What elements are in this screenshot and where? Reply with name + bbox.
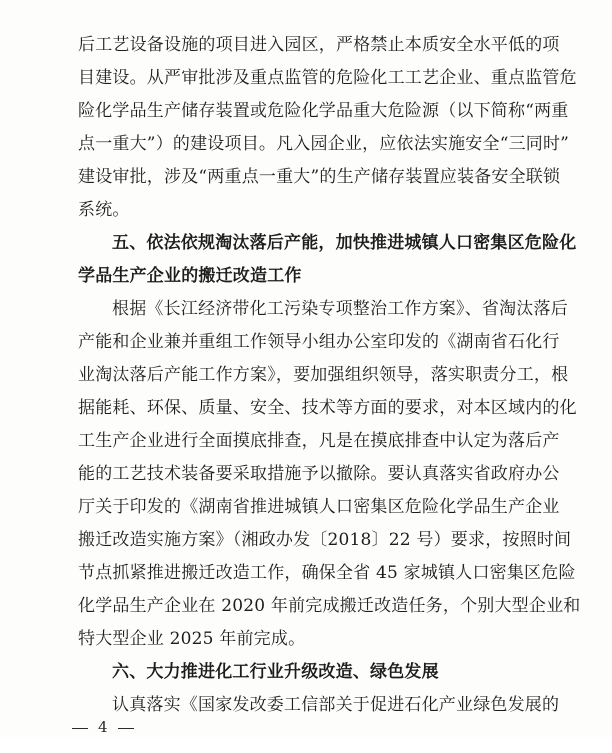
- paragraph-line: 搬迁改造实施方案》（湘政办发〔2018〕22 号）要求，按照时间: [78, 530, 572, 550]
- paragraph-line: 化学品生产企业在 2020 年前完成搬迁改造任务，个别大型企业和: [78, 596, 581, 616]
- paragraph-line: 后工艺设备设施的项目进入园区，严格禁止本质安全水平低的项: [78, 35, 560, 55]
- footer-dash-left: [72, 728, 88, 729]
- footer-dash-right: [118, 728, 134, 729]
- paragraph-line: 产能和企业兼并重组工作领导小组办公室印发的《湖南省石化行: [78, 332, 560, 352]
- page-footer: [72, 718, 134, 736]
- paragraph-line: 厅关于印发的《湖南省推进城镇人口密集区危险化学品生产企业: [78, 497, 560, 517]
- paragraph-line: 特大型企业 2025 年前完成。: [78, 629, 306, 649]
- paragraph-line: 建设审批，涉及“两重点一重大”的生产储存装置应装备安全联锁: [78, 167, 561, 187]
- section-heading-5: 五、依法依规淘汰落后产能，加快推进城镇人口密集区危险化: [112, 233, 577, 253]
- section-heading-6: 六、大力推进化工行业升级改造、绿色发展: [112, 662, 439, 682]
- paragraph-line: 点一重大”）的建设项目。凡入园企业，应依法实施安全“三同时”: [78, 134, 570, 154]
- page-number: 4: [98, 718, 108, 736]
- paragraph-line: 业淘汰落后产能工作方案》，要加强组织领导，落实职责分工，根: [78, 365, 569, 385]
- section-heading-5-cont: 学品生产企业的搬迁改造工作: [78, 266, 302, 286]
- paragraph-line: 认真落实《国家发改委工信部关于促进石化产业绿色发展的: [112, 695, 560, 715]
- paragraph-line: 根据《长江经济带化工污染专项整治工作方案》、省淘汰落后: [112, 299, 568, 319]
- paragraph-line: 据能耗、环保、质量、安全、技术等方面的要求，对本区域内的化: [78, 398, 577, 418]
- paragraph-line: 能的工艺技术装备要采取措施予以撤除。要认真落实省政府办公: [78, 464, 560, 484]
- paragraph-line: 节点抓紧推进搬迁改造工作，确保全省 45 家城镇人口密集区危险: [78, 563, 576, 583]
- paragraph-line: 工生产企业进行全面摸底排查，凡是在摸底排查中认定为落后产: [78, 431, 560, 451]
- paragraph-line: 险化学品生产储存装置或危险化学品重大危险源（以下简称“两重: [78, 101, 569, 121]
- paragraph-line: 系统。: [78, 200, 130, 220]
- paragraph-line: 目建设。从严审批涉及重点监管的危险化工工艺企业、重点监管危: [78, 68, 577, 88]
